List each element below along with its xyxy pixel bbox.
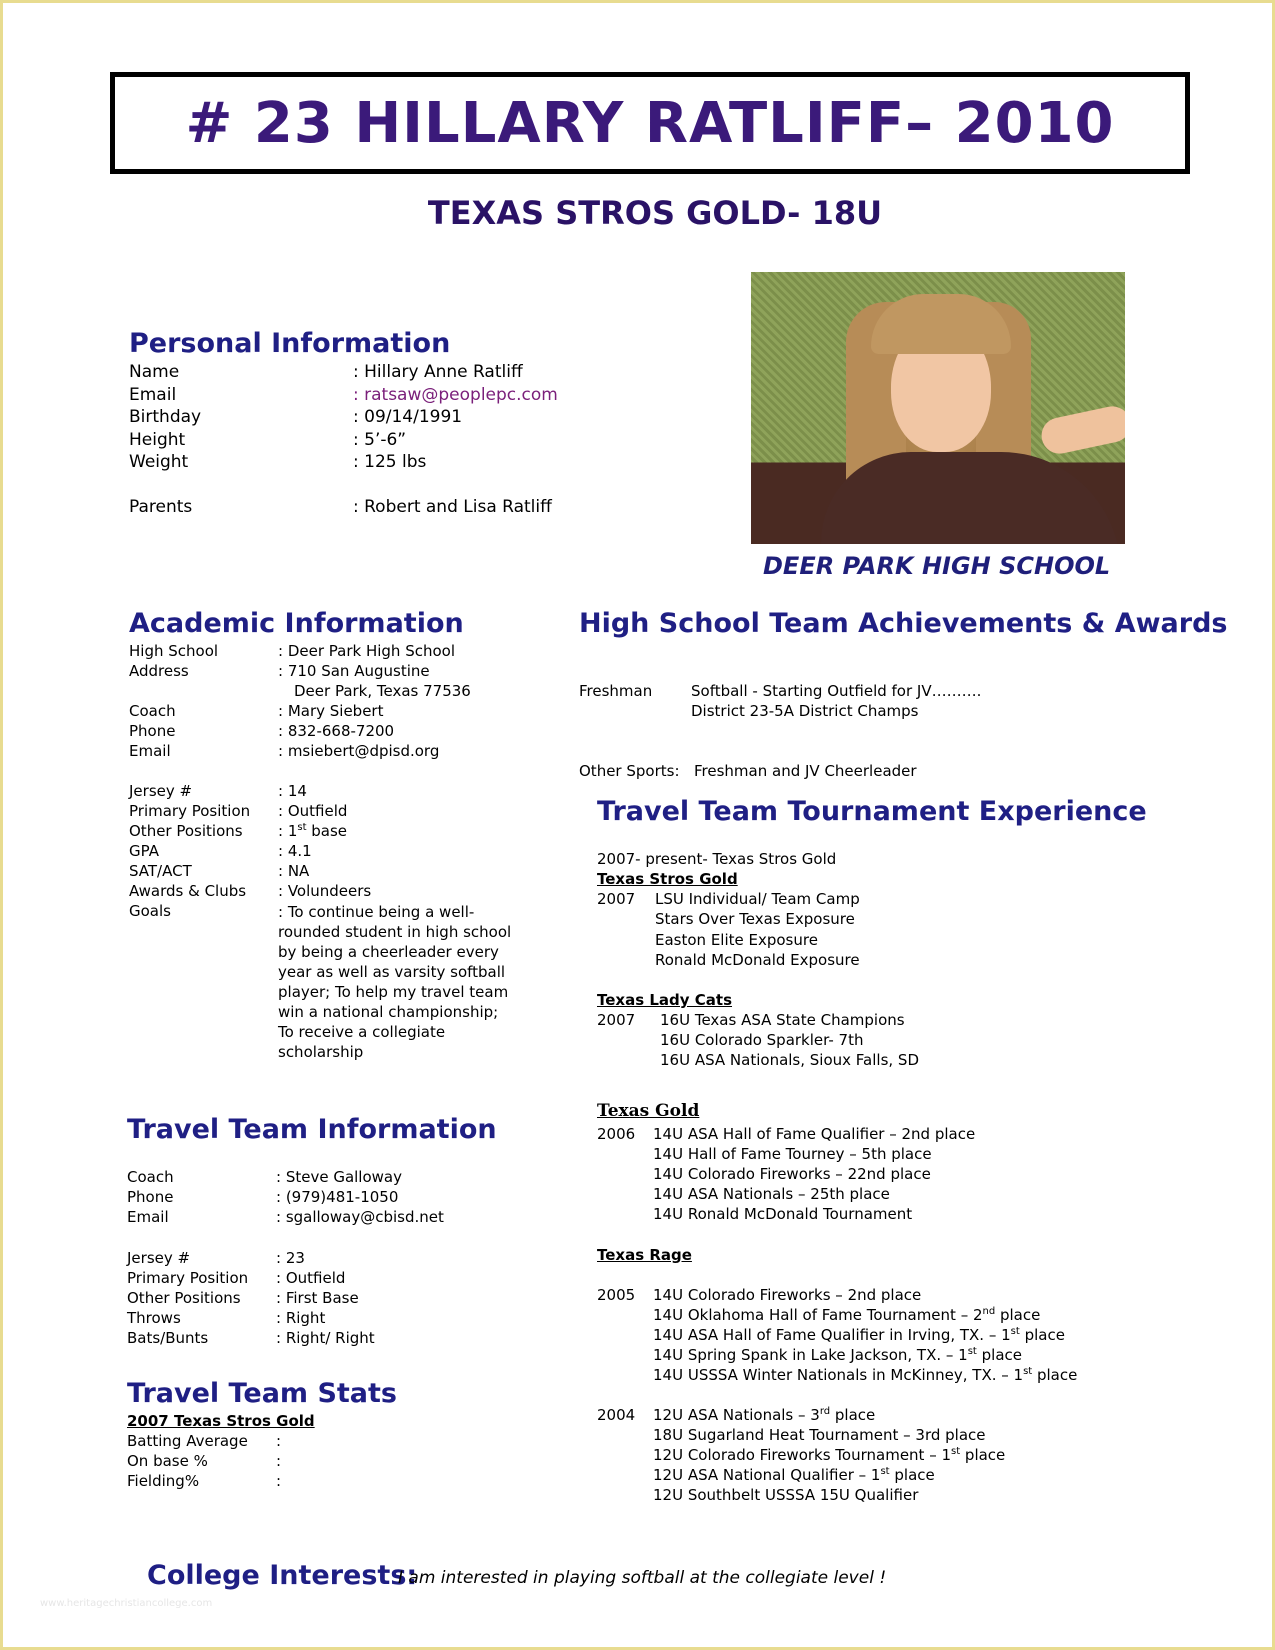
tournament-year: 2006 bbox=[597, 1125, 636, 1143]
tournament-line: 14U ASA Hall of Fame Qualifier – 2nd place bbox=[653, 1125, 976, 1143]
tournament-line: 12U Colorado Fireworks Tournament – 1st place bbox=[653, 1446, 1006, 1464]
tournament-intro: 2007- present- Texas Stros Gold bbox=[597, 850, 837, 868]
tournament-line: 14U Colorado Fireworks – 2nd place bbox=[653, 1286, 922, 1304]
tournament-line: 16U ASA Nationals, Sioux Falls, SD bbox=[660, 1051, 919, 1069]
tournament-year: 2007 bbox=[597, 890, 636, 908]
tournament-line: 18U Sugarland Heat Tournament – 3rd place bbox=[653, 1426, 986, 1444]
tournament-line: 14U Hall of Fame Tourney – 5th place bbox=[653, 1145, 932, 1163]
tournament-line: 16U Texas ASA State Champions bbox=[660, 1011, 905, 1029]
hs-awards-heading: High School Team Achievements & Awards bbox=[579, 608, 1228, 639]
watermark: www.heritagechristiancollege.com bbox=[40, 1598, 213, 1609]
tournament-year: 2007 bbox=[597, 1011, 636, 1029]
freshman-line: District 23-5A District Champs bbox=[691, 702, 919, 720]
freshman-line: Softball - Starting Outfield for JV………. bbox=[691, 682, 982, 700]
tournament-heading: Travel Team Tournament Experience bbox=[597, 796, 1147, 827]
tournament-line: 16U Colorado Sparkler- 7th bbox=[660, 1031, 864, 1049]
tournament-line: 12U ASA Nationals – 3rd place bbox=[653, 1406, 876, 1424]
tournament-year: 2004 bbox=[597, 1406, 636, 1424]
team-name: Texas Lady Cats bbox=[597, 991, 733, 1009]
team-name: Texas Rage bbox=[597, 1246, 692, 1264]
college-interests-label: College Interests: bbox=[147, 1560, 418, 1591]
tournament-line: Stars Over Texas Exposure bbox=[655, 910, 855, 928]
tournament-line: Easton Elite Exposure bbox=[655, 931, 818, 949]
tournament-line: 14U ASA Nationals – 25th place bbox=[653, 1185, 890, 1203]
tournament-line: 14U Ronald McDonald Tournament bbox=[653, 1205, 913, 1223]
other-sports-label: Other Sports: bbox=[579, 762, 680, 780]
player-photo bbox=[751, 272, 1125, 544]
photo-caption: DEER PARK HIGH SCHOOL bbox=[763, 552, 1111, 580]
tournament-line: 14U Oklahoma Hall of Fame Tournament – 2nd place bbox=[653, 1306, 1041, 1324]
personal-heading: Personal Information bbox=[129, 328, 451, 359]
travel-info-heading: Travel Team Information bbox=[127, 1114, 497, 1145]
team-name: Texas Gold bbox=[597, 1101, 700, 1121]
tournament-line: 12U Southbelt USSSA 15U Qualifier bbox=[653, 1486, 919, 1504]
email-link[interactable]: : ratsaw@peoplepc.com bbox=[353, 385, 558, 405]
tournament-year: 2005 bbox=[597, 1286, 636, 1304]
tournament-line: 14U ASA Hall of Fame Qualifier in Irving, TX. – 1st place bbox=[653, 1326, 1065, 1344]
goals-text: : To continue being a well-rounded student in high school by being a cheerleader every year as well as varsity softball player; To help my travel team win a national championship; To receive a collegiate scholarship bbox=[278, 903, 512, 1061]
tournament-line: LSU Individual/ Team Camp bbox=[655, 890, 860, 908]
title-box bbox=[110, 72, 1190, 174]
tournament-line: Ronald McDonald Exposure bbox=[655, 951, 860, 969]
page-title: # 23 HILLARY RATLIFF– 2010 bbox=[185, 90, 1115, 156]
freshman-label: Freshman bbox=[579, 682, 653, 700]
academic-heading: Academic Information bbox=[129, 608, 464, 639]
travel-stats-heading: Travel Team Stats bbox=[127, 1378, 397, 1409]
tournament-line: 14U Spring Spank in Lake Jackson, TX. – 1st place bbox=[653, 1346, 1022, 1364]
tournament-line: 12U ASA National Qualifier – 1st place bbox=[653, 1466, 935, 1484]
college-interests-text: I am interested in playing softball at the collegiate level ! bbox=[398, 1568, 887, 1588]
other-sports-value: Freshman and JV Cheerleader bbox=[694, 762, 917, 780]
team-subtitle: TEXAS STROS GOLD- 18U bbox=[427, 194, 883, 232]
stats-team: 2007 Texas Stros Gold bbox=[127, 1412, 315, 1430]
tournament-line: 14U USSSA Winter Nationals in McKinney, TX. – 1st place bbox=[653, 1366, 1078, 1384]
tournament-line: 14U Colorado Fireworks – 22nd place bbox=[653, 1165, 931, 1183]
team-name: Texas Stros Gold bbox=[597, 870, 738, 888]
